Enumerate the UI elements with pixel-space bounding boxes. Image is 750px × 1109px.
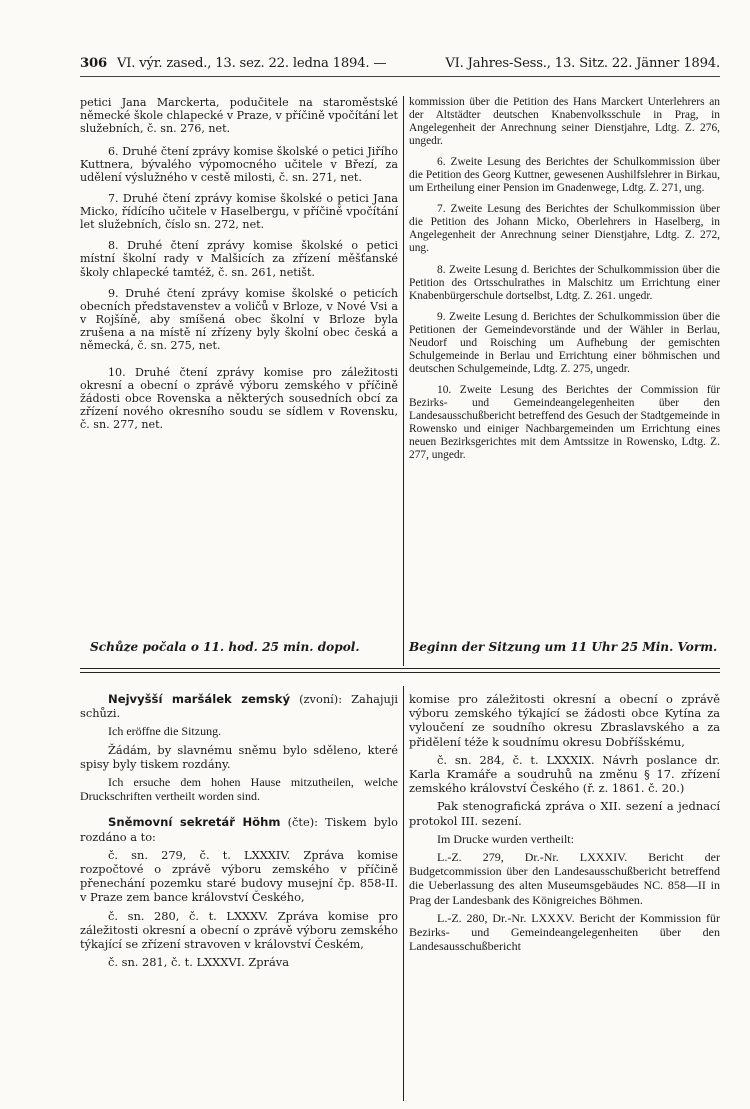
stenographic-report: Pak stenografická zpráva o XII. sezení a jednací protokol III. sezení. <box>409 799 720 828</box>
czech-paragraph: 10. Druhé čtení zprávy komise pro záležitosti okresní a obecní o zprávě výboru zemského v příčině žádosti obce Rovenska a některých sousedních obcí za zřízení nového okresního soudu se sídlem v Rovensku, č. sn. 277, net. <box>80 365 398 431</box>
print-item: č. sn. 281, č. t. LXXXVI. Zpráva <box>108 955 289 970</box>
section-rule <box>80 668 720 669</box>
upper-german-column <box>409 96 720 636</box>
secretary-speech <box>80 815 398 843</box>
marshal-speaker-name: Nejvyšší maršálek zemský <box>108 692 291 706</box>
german-paragraph: 6. Zweite Lesung des Berichtes der Schulkommission über die Petition des Georg Kuttner, gewesenen Aushilfslehrer in Birkau, um Ertheilung einer Pension im Gnadenwege, Ldtg. Z. 271, ung. <box>409 156 720 195</box>
lower-left-column <box>80 692 398 1097</box>
running-header <box>80 56 720 71</box>
print-item: č. sn. 284, č. t. LXXXIX. Návrh poslance dr. Karla Kramáře a soudruhů na změnu § 17. zřízení zemského království Českého (ř. z. 1861. č. 20.) <box>409 752 720 796</box>
marshal-speech <box>80 692 398 720</box>
print-item: č. sn. 279, č. t. LXXXIV. Zpráva komise rozpočtové o zprávě výboru zemského v příčině přenechání pozemku staré budovy musejní čp. 858-II. v Praze zem bance království Českého, <box>80 847 398 905</box>
czech-paragraph: 9. Druhé čtení zprávy komise školské o peticích obecních představenstev a voličů v Brloze, v Nové Vsi a v Rojšíně, aby smíšená obec školní v Brloze byla zrušena a na místě ní zřízeny byly školní obec česká a německá, č. sn. 275, net. <box>80 286 398 352</box>
page-number: 306 <box>80 56 107 71</box>
column-divider-lower <box>403 686 404 1101</box>
german-distributed-heading: Im Drucke wurden vertheilt: <box>437 831 574 846</box>
header-german-title: VI. Jahres-Sess., 13. Sitz. 22. Jänner 1894. <box>445 56 720 71</box>
czech-paragraph: 7. Druhé čtení zprávy komise školské o petici Jana Micko, řídícího učitele v Haselbergu, v příčině vpočítání let služebních, číslo sn. 272, net. <box>80 192 398 232</box>
secretary-action: (čte): Tiskem bylo rozdáno a to: <box>80 815 398 844</box>
german-paragraph: 10. Zweite Lesung des Berichtes der Commission für Bezirks- und Gemeindeangelegenheiten über den Landesausschußbericht betreffend des Gesuch der Stadtgemeinde in Rowensko und einiger Nachbargemeinden um Errichtung eines neuen Bezirksgerichtes mit dem Amtssitze in Rowensko, Ldtg. Z. 277, ungedr. <box>409 383 720 462</box>
marshal-action: (zvoní): Zahajuji schůzi. <box>80 692 398 721</box>
german-paragraph: 9. Zweite Lesung d. Berichtes der Schulkommission über die Petitionen der Gemeindevorstände und der Wähler in Berlau, Neudorf und Roisching um Aufhebung der gemischten Schulgemeinde in Berlau und Errichtung einer böhmischen und deutschen Schulgemeinde, Ldtg. Z. 275, ungedr. <box>409 310 720 375</box>
czech-paragraph: petici Jana Marckerta, podučitele na staroměstské německé škole chlapecké v Praze, v příčině vpočítání let služebních, č. sn. 276, net. <box>80 96 398 136</box>
print-item: č. sn. 280, č. t. LXXXV. Zpráva komise pro záležitosti okresní a obecní o zprávě výboru zemského týkající se zřízení stravoven v království Českém, <box>80 908 398 952</box>
german-paragraph: 8. Zweite Lesung d. Berichtes der Schulkommission über die Petition des Ortsschulrathes in Malschitz um Errichtung einer Knabenbürgerschule dortselbst, Ldtg. Z. 261. ungedr. <box>409 263 720 302</box>
upper-czech-column <box>80 96 398 636</box>
header-rule <box>80 76 720 77</box>
session-start-czech: Schůze počala o 11. hod. 25 min. dopol. <box>90 640 360 654</box>
marshal-request-german: Ich ersuche dem hohen Hause mitzutheilen, welche Druckschriften vertheilt worden sind. <box>80 775 398 804</box>
header-czech-title: VI. výr. zased., 13. sez. 22. ledna 1894. — <box>116 56 387 71</box>
czech-paragraph: 8. Druhé čtení zprávy komise školské o petici místní školní rady v Malšicích za zřízení měšťanské školy chlapecké tamtéž, č. sn. 261, netišt. <box>80 239 398 279</box>
german-print-item: L.-Z. 280, Dr.-Nr. LXXXV. Bericht der Kommission für Bezirks- und Gemeindeangelegenheiten über den Landesausschußbericht <box>409 910 720 954</box>
secretary-speaker-name: Sněmovní sekretář Höhm <box>108 815 281 830</box>
german-paragraph: 7. Zweite Lesung des Berichtes der Schulkommission über die Petition des Johann Micko, Oberlehrers in Haselberg, in Angelegenheit der Anrechnung seiner Dienstjahre, Ldtg. Z. 272, ung. <box>409 203 720 255</box>
column-divider-upper <box>403 96 404 666</box>
print-item-continued: komise pro záležitosti okresní a obecní o zprávě výboru zemského týkající se žádosti obce Kytína za vyloučení ze soudního okresu Zbraslavského a za přidělení téže k soudnímu okresu Dobříšskému, <box>409 692 720 749</box>
german-paragraph: kommission über die Petition des Hans Marckert Unterlehrers an der Altstädter deutschen Knabenvolksschule in Prag, in Angelegenheit der Anrechnung seiner Dienstjahre, Ldtg. Z. 276, ungedr. <box>409 96 720 148</box>
marshal-open-german: Ich eröffne die Sitzung. <box>108 724 222 739</box>
german-print-item: L.-Z. 279, Dr.-Nr. LXXXIV. Bericht der Budgetcommission über den Landesausschußbericht betreffend die Ueberlassung des alten Museumsgebäudes NC. 858—II in Prag der Landesbank des Königreiches Böhmen. <box>409 850 720 907</box>
section-rule <box>80 672 720 673</box>
czech-paragraph: 6. Druhé čtení zprávy komise školské o petici Jiřího Kuttnera, bývalého výpomocného učitele v Březí, za udělení výslužného v cestě milosti, č. sn. 271, net. <box>80 145 398 185</box>
lower-right-column <box>409 692 720 1097</box>
session-start-german: Beginn der Sitzung um 11 Uhr 25 Min. Vorm. <box>409 640 718 654</box>
marshal-request-czech: Žádám, by slavnému sněmu bylo sděleno, které spisy byly tiskem rozdány. <box>80 742 398 771</box>
